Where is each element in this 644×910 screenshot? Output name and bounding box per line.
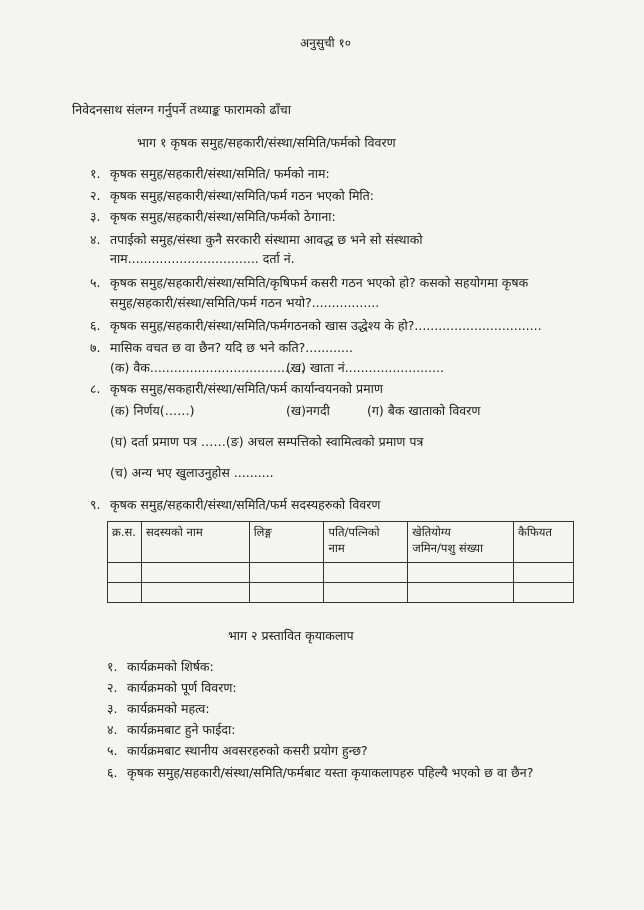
table-row	[108, 583, 574, 603]
part1-item-num: ९.	[90, 497, 101, 512]
part1-item-text-line2: नाम................................. दर्ता नं.	[110, 251, 295, 266]
part1-item-text: कृषक समुह/सहकारी/संस्था/समिति/फर्मको ठेगाना:	[110, 209, 336, 224]
evidence-decision: (क) निर्णय(……)	[110, 403, 195, 418]
table-cell	[108, 583, 142, 603]
schedule-number: अनुसुची १०	[300, 36, 351, 50]
column-header: लिङ्ग	[249, 522, 324, 563]
part1-item-text: कृषक समुह/सहकारी/संस्था/समिति/फर्मगठनको खास उद्धेश्य के हो?................................	[110, 318, 542, 333]
part2-item-text: कृषक समुह/सहकारी/संस्था/समिति/फर्मबाट यस्ता कृयाकलापहरु पहिल्यै भएको छ वा छैन?	[127, 765, 534, 780]
part1-item-text: कृषक समुह/सहकारी/संस्था/समिति/फर्म गठन भएको मिति:	[110, 188, 374, 203]
table-cell	[249, 583, 324, 603]
part2-item-text: कार्यक्रमको पूर्ण विवरण:	[127, 680, 237, 695]
column-header: कैफियत	[514, 522, 574, 563]
table-cell	[324, 563, 408, 583]
table-cell	[108, 563, 142, 583]
table-cell	[324, 583, 408, 603]
part1-heading: भाग १ कृषक समुह/सहकारी/संस्था/समिति/फर्मको विवरण	[137, 135, 396, 150]
column-header: पति/पत्निको नाम	[324, 522, 408, 563]
part2-item-num: ५.	[107, 743, 118, 758]
part1-item-num: ८.	[90, 381, 101, 396]
column-header: क्र.स.	[108, 522, 142, 563]
part1-item-text: तपाईको समुह/संस्था कुनै सरकारी संस्थामा आवद्ध छ भने सो संस्थाको	[110, 232, 423, 247]
part2-item-num: ६.	[107, 765, 118, 780]
part2-item-text: कार्यक्रमको महत्व:	[127, 701, 210, 716]
table-cell	[408, 563, 514, 583]
column-header: सदस्यको नाम	[141, 522, 249, 563]
part1-item-text: मासिक वचत छ वा छैन? यदि छ भने कति?............	[110, 340, 353, 355]
part1-item-num: ३.	[90, 209, 101, 224]
part1-item-text-line2: समुह/सहकारी/संस्था/समिति/फर्म गठन भयो?.................	[110, 295, 380, 310]
table-cell	[514, 563, 574, 583]
part1-item-num: ४.	[90, 232, 101, 247]
table-cell	[141, 563, 249, 583]
part1-item-num: १.	[90, 166, 101, 181]
evidence-other: (च) अन्य भए खुलाउनुहोस ..........	[110, 465, 274, 480]
table-cell	[141, 583, 249, 603]
bank-field: (क) वैक.......................................	[110, 360, 305, 375]
part2-item-num: १.	[107, 659, 118, 674]
part1-item-text: कृषक समुह/सहकारी/संस्था/समिति/कृषिफर्म कसरी गठन भएको हो? कसको सहयोगमा कृषक	[110, 275, 529, 290]
account-number-field: (ख) खाता नं.........................	[286, 360, 445, 375]
part2-item-num: २.	[107, 680, 118, 695]
table-cell	[249, 563, 324, 583]
part2-item-num: ४.	[107, 722, 118, 737]
part1-item-num: ५.	[90, 275, 101, 290]
members-table	[107, 521, 574, 603]
part2-item-num: ३.	[107, 701, 118, 716]
part1-item-text: कृषक समुह/सहकारी/संस्था/समिति/फर्म सदस्यहरुको विवरण	[110, 497, 381, 512]
table-cell	[408, 583, 514, 603]
part1-item-num: ७.	[90, 340, 101, 355]
part2-item-text: कार्यक्रमबाट स्थानीय अवसरहरुको कसरी प्रयोग हुन्छ?	[127, 743, 368, 758]
table-row	[108, 563, 574, 583]
part1-item-text: कृषक समुह/सहकारी/संस्था/समिति/ फर्मको नाम:	[110, 166, 330, 181]
evidence-registration: (घ) दर्ता प्रमाण पत्र ……(ङ) अचल सम्पत्तिको स्वामित्वको प्रमाण पत्र	[110, 434, 424, 449]
part1-item-num: ६.	[90, 318, 101, 333]
evidence-bank-account: (ग) बैक खाताको विवरण	[367, 403, 481, 418]
form-title: निवेदनसाथ संलग्न गर्नुपर्ने तथ्याङ्क फारामको ढाँचा	[72, 102, 291, 117]
part1-item-num: २.	[90, 188, 101, 203]
column-header: खेतियोग्य जमिन/पशु संख्या	[408, 522, 514, 563]
part1-item-text: कृषक समुह/सकहारी/संस्था/समिति/फर्म कार्यान्वयनको प्रमाण	[110, 381, 383, 396]
evidence-cash: (ख)नगदी	[286, 403, 330, 418]
part2-heading: भाग २ प्रस्तावित कृयाकलाप	[228, 628, 354, 643]
table-cell	[514, 583, 574, 603]
part2-item-text: कार्यक्रमबाट हुने फाईदा:	[127, 722, 236, 737]
part2-item-text: कार्यक्रमको शिर्षक:	[127, 659, 214, 674]
table-header-row	[108, 522, 574, 563]
